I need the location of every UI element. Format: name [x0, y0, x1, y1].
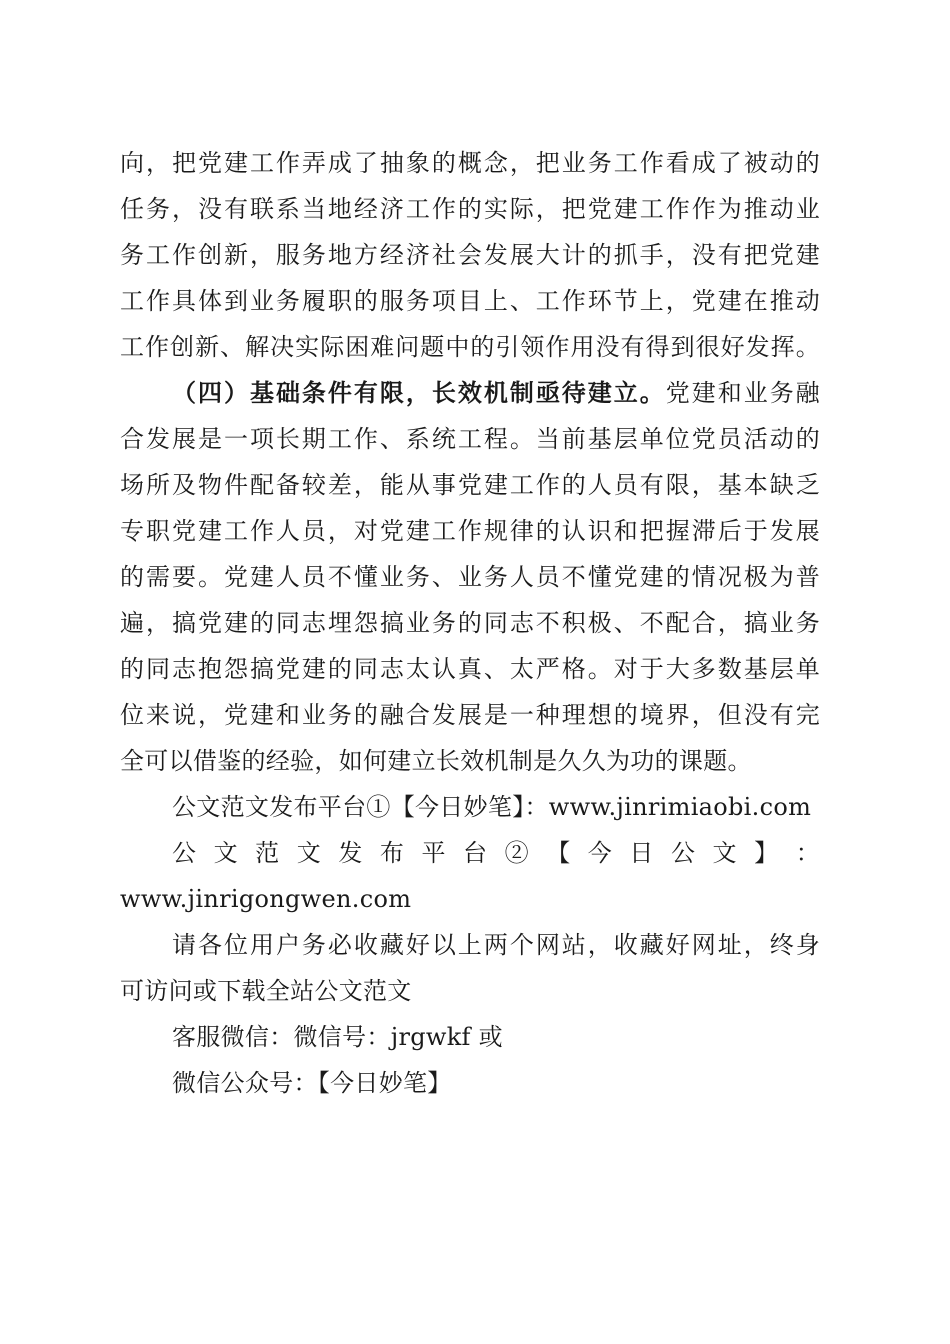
paragraph-2-line-9: 全可以借鉴的经验，如何建立长效机制是久久为功的课题。	[120, 747, 752, 775]
platform-2-url: www.jinrigongwen.com	[120, 885, 412, 913]
notice-line-2: 可访问或下载全站公文范文	[120, 977, 412, 1005]
notice-line-1: 请各位用户务必收藏好以上两个网站，收藏好网址，终身	[172, 931, 820, 959]
paragraph-2-line-2: 合发展是一项长期工作、系统工程。当前基层单位党员活动的	[120, 425, 820, 453]
footer-notice	[120, 784, 820, 1106]
paragraph-2-line-8: 位来说，党建和业务的融合发展是一种理想的境界，但没有完	[120, 701, 820, 729]
paragraph-1	[120, 140, 820, 370]
section-heading: （四）基础条件有限，长效机制亟待建立。	[172, 378, 666, 407]
paragraph-1-line-4: 工作具体到业务履职的服务项目上、工作环节上，党建在推动	[120, 287, 820, 315]
paragraph-1-line-5: 工作创新、解决实际困难问题中的引领作用没有得到很好发挥。	[120, 333, 820, 361]
official-account-line: 微信公众号：【今日妙笔】	[172, 1069, 452, 1097]
paragraph-2-line-1	[120, 370, 820, 416]
paragraph-2-line-7: 的同志抱怨搞党建的同志太认真、太严格。对于大多数基层单	[120, 655, 820, 683]
paragraph-2-line-5: 的需要。党建人员不懂业务、业务人员不懂党建的情况极为普	[120, 563, 820, 591]
paragraph-1-line-1: 向，把党建工作弄成了抽象的概念，把业务工作看成了被动的	[120, 149, 820, 177]
paragraph-1-line-2: 任务，没有联系当地经济工作的实际，把党建工作作为推动业	[120, 195, 820, 223]
paragraph-2	[120, 370, 820, 784]
paragraph-2-line-3: 场所及物件配备较差，能从事党建工作的人员有限，基本缺乏	[120, 471, 820, 499]
paragraph-2-line-1-rest: 党建和业务融	[665, 379, 820, 407]
document-page	[120, 140, 820, 1106]
platform-1-line: 公文范文发布平台①【今日妙笔】：www.jinrimiaobi.com	[172, 793, 812, 821]
paragraph-2-line-6: 遍，搞党建的同志埋怨搞业务的同志不积极、不配合，搞业务	[120, 609, 820, 637]
paragraph-1-line-3: 务工作创新，服务地方经济社会发展大计的抓手，没有把党建	[120, 241, 820, 269]
paragraph-2-line-4: 专职党建工作人员，对党建工作规律的认识和把握滞后于发展	[120, 517, 820, 545]
wechat-line: 客服微信：微信号：jrgwkf 或	[172, 1023, 503, 1051]
platform-2-line-1: 公 文 范 文 发 布 平 台 ② 【 今 日 公 文 】 ：	[172, 839, 820, 867]
